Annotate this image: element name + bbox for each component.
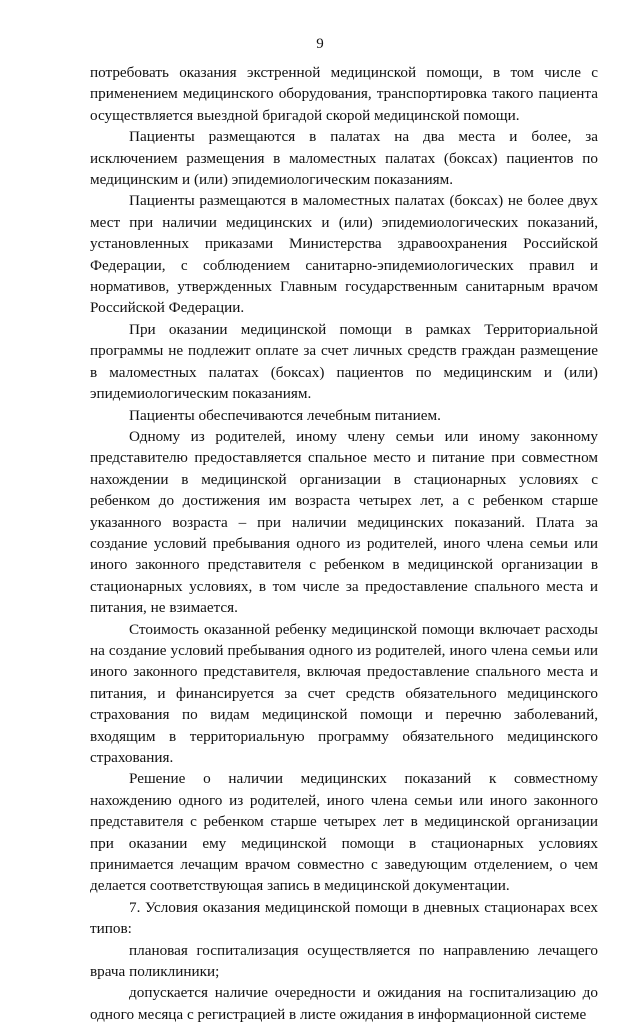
paragraph-payment-exemption: При оказании медицинской помощи в рамках Территориальной программы не подлежит оплате за счет личных средств граждан размещение в маломестных палатах (боксах) пациентов по медицинским и (или) эпидемиологическим показаниям. <box>90 320 598 403</box>
paragraph-nutrition: Пациенты обеспечиваются лечебным питанием. <box>129 406 441 424</box>
paragraph-section-7-heading: 7. Условия оказания медицинской помощи в дневных стационарах всех типов: <box>90 898 598 938</box>
paragraph-waiting-list: допускается наличие очередности и ожидания на госпитализацию до одного месяца с регистрацией в листе ожидания в информационной системе <box>90 984 598 1023</box>
paragraph-cost-inclusion: Стоимость оказанной ребенку медицинской помощи включает расходы на создание условий пребывания одного из родителей, иного члена семьи или иного законного представителя, включая предоставление спального места и питания, и финансируется за счет средств обязательного медицинского страхования по видам медицинской помощи и перечню заболеваний, входящим в территориальную программу обязательного медицинского страхования. <box>90 620 598 766</box>
page-number: 9 <box>316 36 324 52</box>
paragraph-ward-placement: Пациенты размещаются в палатах на два места и более, за исключением размещения в маломестных палатах (боксах) пациентов по медицинским и (или) эпидемиологическим показаниям. <box>90 128 598 189</box>
document-body <box>90 62 598 1025</box>
paragraph-planned-hospitalization: плановая госпитализация осуществляется по направлению лечащего врача поликлиники; <box>90 941 598 981</box>
paragraph-continuation: потребовать оказания экстренной медицинской помощи, в том числе с применением медицинского оборудования, транспортировка такого пациента осуществляется выездной бригадой скорой медицинской помощи. <box>90 64 598 124</box>
paragraph-parent-accommodation: Одному из родителей, иному члену семьи или иному законному представителю предоставляется спальное место и питание при совместном нахождении в медицинской организации в стационарных условиях с ребенком до достижения им возраста четырех лет, а с ребенком старше указанного возраста – при наличии медицинских показаний. Плата за создание условий пребывания одного из родителей, иного члена семьи или иного законного представителя с ребенком в медицинской организации в стационарных условиях, в том числе за предоставление спального места и питания, не взимается. <box>90 427 598 617</box>
paragraph-small-wards: Пациенты размещаются в маломестных палатах (боксах) не более двух мест при наличии медицинских и (или) эпидемиологических показаний, установленных приказами Министерства здравоохранения Российской Федерации, с соблюдением санитарно-эпидемиологических правил и нормативов, утвержденных Главным государственным санитарным врачом Российской Федерации. <box>90 192 598 317</box>
paragraph-decision: Решение о наличии медицинских показаний к совместному нахождению одного из родителей, иного члена семьи или иного законного представителя с ребенком старше четырех лет в медицинской организации при оказании ему медицинской помощи в стационарных условиях принимается лечащим врачом совместно с заведующим отделением, о чем делается соответствующая запись в медицинской документации. <box>90 770 598 895</box>
